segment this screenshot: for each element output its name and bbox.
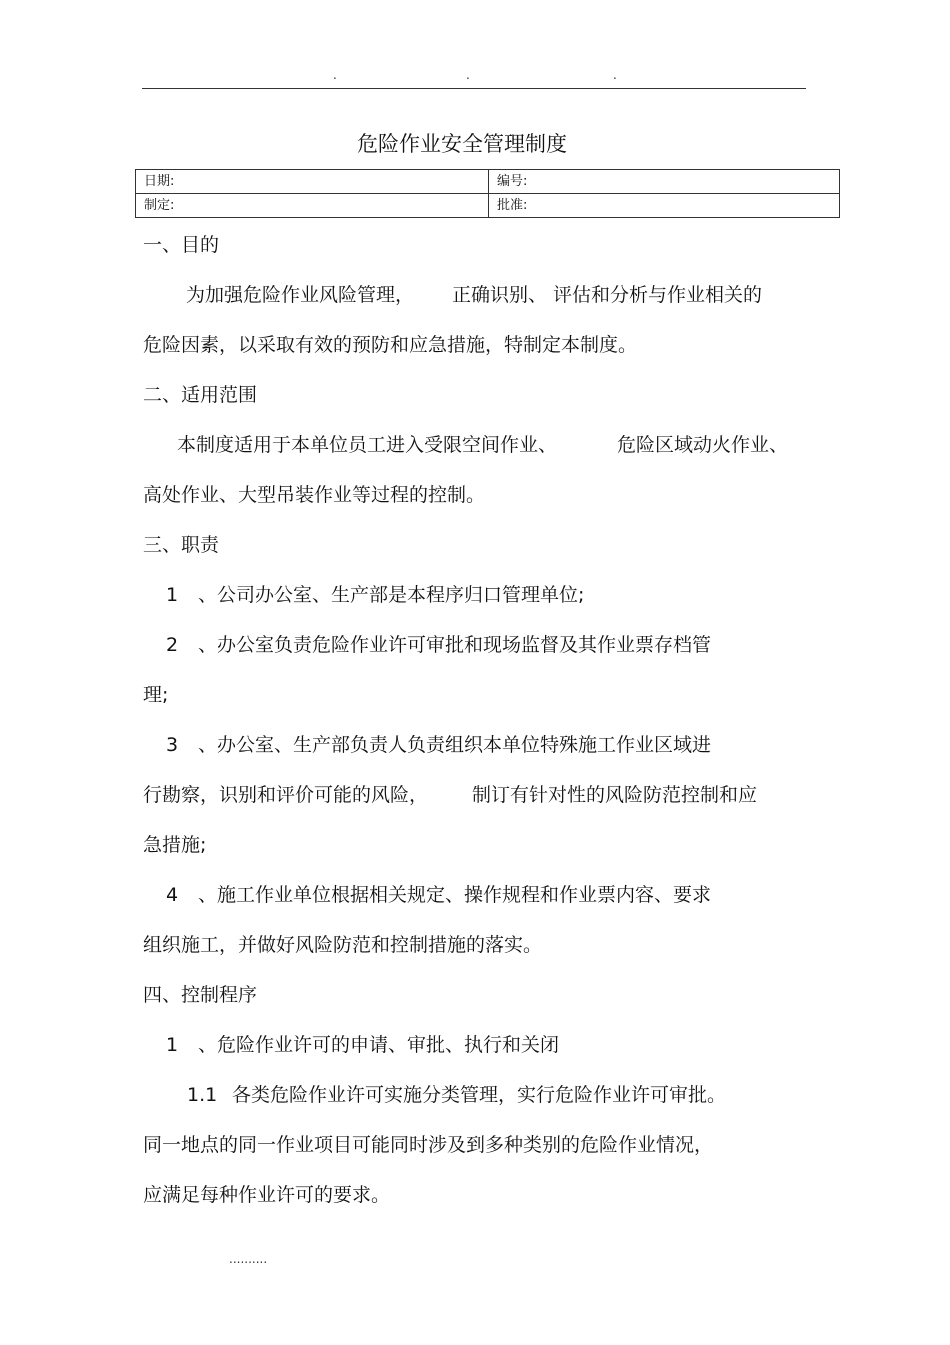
paragraph-line: 应满足每种作业许可的要求。 <box>143 1184 391 1206</box>
header-rule <box>142 88 806 89</box>
paragraph-line: 正确识别、 评估和分析与作业相关的 <box>452 284 763 306</box>
paragraph-line: 制订有针对性的风险防范控制和应 <box>472 784 758 806</box>
paragraph-line: 、办公室、生产部负责人负责组织本单位特殊施工作业区域进 <box>198 734 712 756</box>
meta-table <box>135 169 840 218</box>
number-cell: 编号: <box>489 170 840 194</box>
section-heading: 二、适用范围 <box>143 384 258 406</box>
item-number: 1.1 <box>187 1084 218 1106</box>
section-heading: 四、控制程序 <box>143 984 258 1006</box>
paragraph-line: 、办公室负责危险作业许可审批和现场监督及其作业票存档管 <box>198 634 712 656</box>
item-number: 1 <box>166 1034 179 1056</box>
header-dot: . <box>466 68 470 82</box>
paragraph-line: 为加强危险作业风险管理， <box>186 284 415 306</box>
footer-dots: .......... <box>229 1252 268 1266</box>
paragraph-line: 危险区域动火作业、 <box>617 434 789 456</box>
author-cell: 制定: <box>136 194 489 218</box>
paragraph-line: 、危险作业许可的申请、审批、执行和关闭 <box>198 1034 560 1056</box>
paragraph-line: 理; <box>143 684 169 706</box>
paragraph-line: 同一地点的同一作业项目可能同时涉及到多种类别的危险作业情况， <box>143 1134 714 1156</box>
paragraph-line: 各类危险作业许可实施分类管理，实行危险作业许可审批。 <box>232 1084 727 1106</box>
approve-cell: 批准: <box>489 194 840 218</box>
item-number: 3 <box>166 734 179 756</box>
paragraph-line: 危险因素，以采取有效的预防和应急措施，特制定本制度。 <box>143 334 638 356</box>
header-dot: . <box>333 68 337 82</box>
item-number: 4 <box>166 884 179 906</box>
header-dot: . <box>613 68 617 82</box>
paragraph-line: 、施工作业单位根据相关规定、操作规程和作业票内容、要求 <box>198 884 712 906</box>
paragraph-line: 行勘察，识别和评价可能的风险， <box>143 784 429 806</box>
paragraph-line: 高处作业、大型吊装作业等过程的控制。 <box>143 484 486 506</box>
paragraph-line: 组织施工，并做好风险防范和控制措施的落实。 <box>143 934 543 956</box>
item-number: 2 <box>166 634 179 656</box>
section-heading: 三、职责 <box>143 534 220 556</box>
paragraph-line: 本制度适用于本单位员工进入受限空间作业、 <box>177 434 558 456</box>
document-title: 危险作业安全管理制度 <box>357 132 567 156</box>
item-number: 1 <box>166 584 179 606</box>
date-cell: 日期: <box>136 170 489 194</box>
paragraph-line: 急措施; <box>143 834 207 856</box>
section-heading: 一、目的 <box>143 234 220 256</box>
paragraph-line: 、公司办公室、生产部是本程序归口管理单位; <box>198 584 585 606</box>
